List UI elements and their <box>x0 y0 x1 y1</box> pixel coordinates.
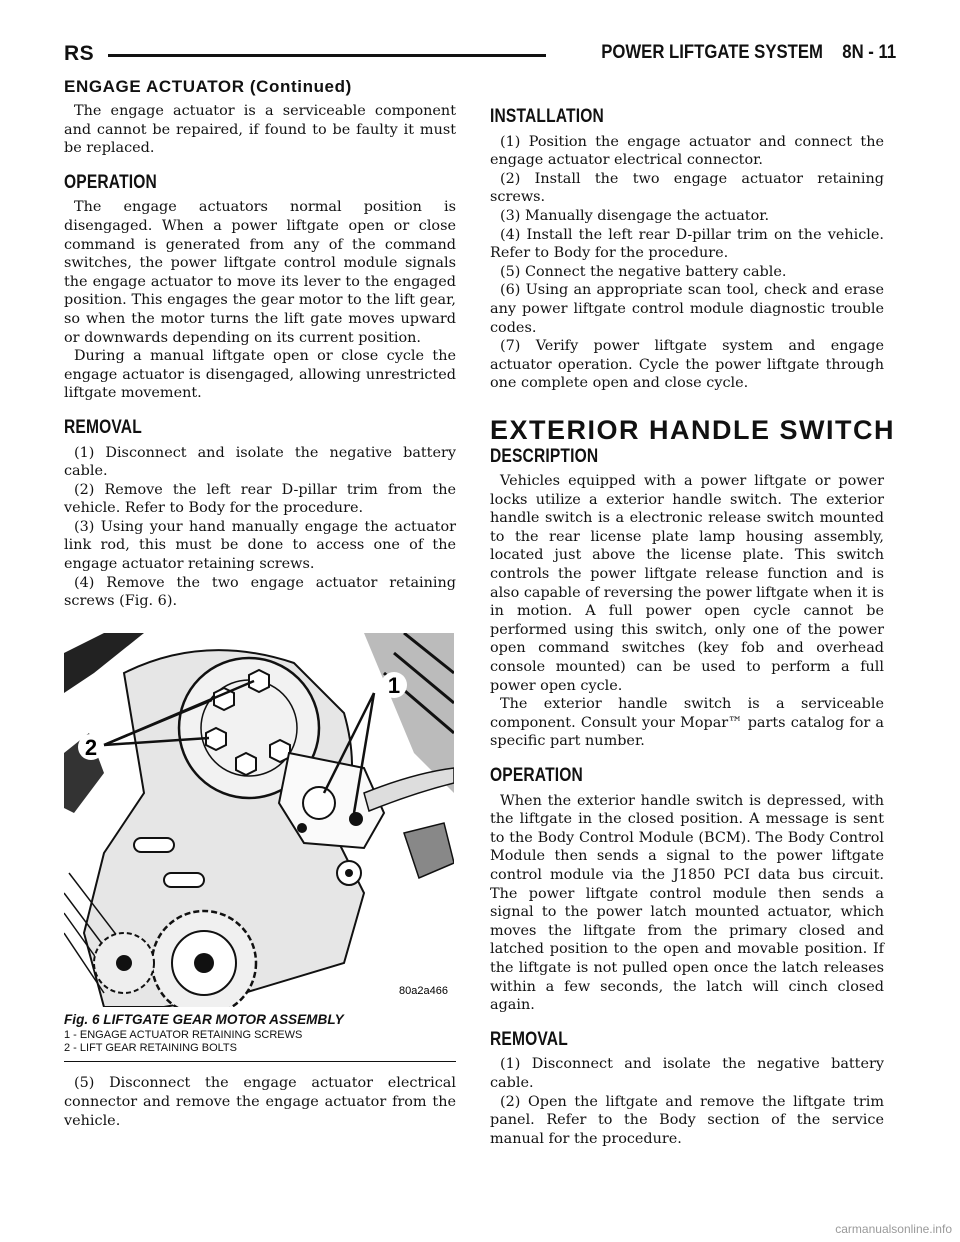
page-header <box>64 42 896 72</box>
header-page-number: 8N - 11 <box>842 42 896 63</box>
installation-step-7: (7) Verify power liftgate system and engage actuator operation. Cycle the power liftgate through one complete open and close cycle. <box>490 338 884 392</box>
operation-heading: OPERATION <box>64 171 157 193</box>
installation-step-1: (1) Position the engage actuator and connect the engage actuator electrical connector. <box>490 133 884 169</box>
removal-step-1: (1) Disconnect and isolate the negative battery cable. <box>64 444 456 480</box>
figure-liftgate-gear-motor <box>64 633 454 1007</box>
operation-paragraph-2: During a manual liftgate open or close cycle the engage actuator is disengaged, allowing unrestricted liftgate movement. <box>64 348 456 402</box>
figure-legend-2: 2 - LIFT GEAR RETAINING BOLTS <box>64 1042 237 1055</box>
removal-heading: REMOVAL <box>64 416 142 438</box>
figure-caption: Fig. 6 LIFTGATE GEAR MOTOR ASSEMBLY <box>64 1011 344 1027</box>
removal-step-2: (2) Remove the left rear D-pillar trim from the vehicle. Refer to Body for the procedure. <box>64 481 456 517</box>
figure-code: 80a2a466 <box>399 984 448 997</box>
description-paragraph-2: The exterior handle switch is a serviceable component. Consult your Mopar™ parts catalog for a specific part number. <box>490 696 884 750</box>
callout-2-label: 2 <box>84 734 98 760</box>
right-column <box>490 102 896 1148</box>
continued-title: ENGAGE ACTUATOR (Continued) <box>64 77 352 96</box>
installation-heading: INSTALLATION <box>490 106 604 127</box>
description-heading: DESCRIPTION <box>490 445 599 467</box>
callout-1-label: 1 <box>387 672 401 698</box>
removal-step-4: (4) Remove the two engage actuator retaining screws (Fig. 6). <box>64 574 456 610</box>
header-section-title: POWER LIFTGATE SYSTEM <box>601 42 823 63</box>
intro-paragraph: The engage actuator is a serviceable component and cannot be repaired, if found to be faulty it must be replaced. <box>64 103 456 157</box>
operation-paragraph-1: The engage actuators normal position is disengaged. When a power liftgate open or close command is generated from any of the command switches, the power liftgate control module signals the engage actuator to move its lever to the engaged position. This engages the gear motor to the lift gear, so when the motor turns the lift gate moves upward or downwards depending on its current position. <box>64 199 456 346</box>
gear-motor-illustration <box>64 633 454 1007</box>
header-right <box>601 42 896 64</box>
ehs-removal-step-1: (1) Disconnect and isolate the negative battery cable. <box>490 1056 884 1091</box>
header-model-code: RS <box>64 42 95 65</box>
removal-step-3: (3) Using your hand manually engage the actuator link rod, this must be done to access one of the engage actuator retaining screws. <box>64 518 456 573</box>
installation-step-6: (6) Using an appropriate scan tool, check and erase any power liftgate control module diagnostic trouble codes. <box>490 282 884 336</box>
watermark: carmanualsonline.info <box>835 1222 952 1236</box>
figure-legend-1: 1 - ENGAGE ACTUATOR RETAINING SCREWS <box>64 1029 303 1042</box>
figure-divider <box>64 1061 456 1062</box>
installation-step-3: (3) Manually disengage the actuator. <box>500 207 770 224</box>
ehs-operation-paragraph: When the exterior handle switch is depressed, with the liftgate in the closed position. A message is sent to the Body Control Module (BCM). The Body Control Module then sends a signal to the power liftgate control module via the J1850 PCI data bus circuit. The power liftgate control module then sends a signal to the power latch mounted actuator, which moves the liftgate from the primary closed and latched position to the open and movable position. If the liftgate is not pulled open once the latch releases within a few seconds, the latch will cinch closed again. <box>490 792 884 1014</box>
installation-step-4: (4) Install the left rear D-pillar trim on the vehicle. Refer to Body for the procedure. <box>490 226 884 262</box>
ehs-operation-heading: OPERATION <box>490 765 583 786</box>
ehs-removal-step-2: (2) Open the liftgate and remove the liftgate trim panel. Refer to the Body section of the service manual for the procedure. <box>490 1093 884 1147</box>
installation-step-2: (2) Install the two engage actuator retaining screws. <box>490 170 884 206</box>
left-column <box>64 102 456 1130</box>
removal-step-5: (5) Disconnect the engage actuator electrical connector and remove the engage actuator from the vehicle. <box>64 1075 456 1129</box>
exterior-handle-switch-heading: EXTERIOR HANDLE SWITCH <box>490 414 896 445</box>
header-rule <box>108 54 546 57</box>
ehs-removal-heading: REMOVAL <box>490 1028 568 1050</box>
description-paragraph-1: Vehicles equipped with a power liftgate or power locks utilize a exterior handle switch. The exterior handle switch is a electronic release switch mounted to the rear license plate lamp housing assembly, located just above the license plate. This switch controls the power liftgate release function and is also capable of reversing the power liftgate when it is in motion. A full power open cycle cannot be performed using this switch, only one of the power open command switches (key fob and overhead console mounted) can be used to perform a full power open cycle. <box>490 473 884 694</box>
installation-step-5: (5) Connect the negative battery cable. <box>500 263 787 280</box>
